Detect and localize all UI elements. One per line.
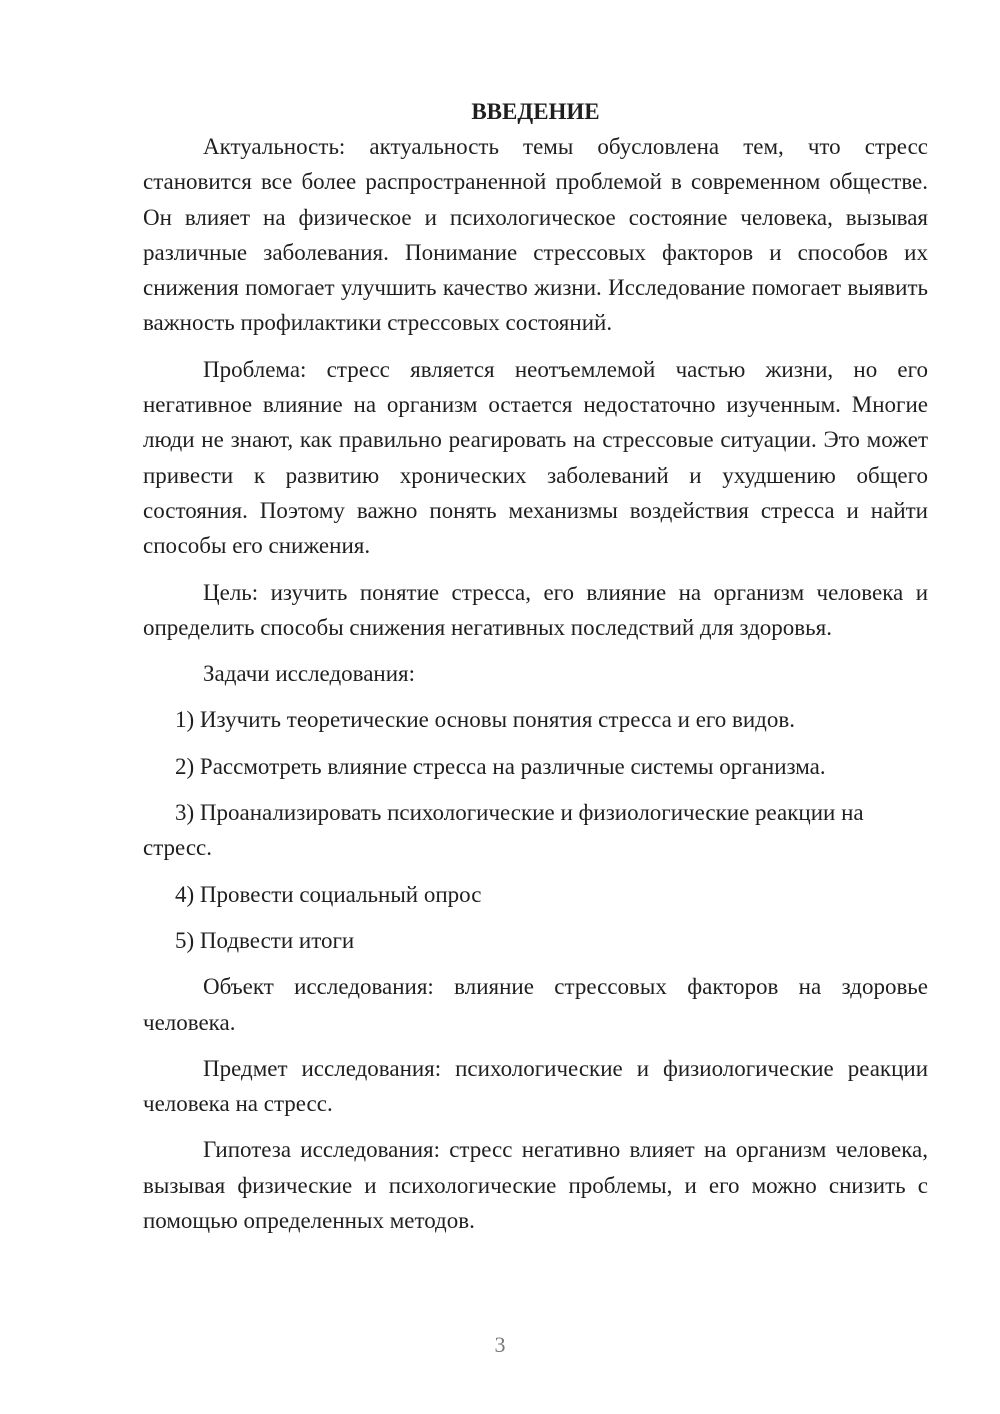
page-content [143, 94, 928, 1238]
task-item-2: 2) Рассмотреть влияние стресса на различные системы организма. [175, 753, 826, 779]
section-title: ВВЕДЕНИЕ [471, 99, 600, 124]
page-number: 3 [494, 1332, 506, 1357]
paragraph-relevance: Актуальность: актуальность темы обусловлена тем, что стресс становится все более распространенной проблемой в современном обществе. Он влияет на физическое и психологическое состояние человека, вызывая различные заболевания. Понимание стрессовых факторов и способов их снижения помогает улучшить качество жизни. Исследование помогает выявить важность профилактики стрессовых состояний. [143, 134, 928, 336]
task-item-5: 5) Подвести итоги [175, 927, 355, 953]
paragraph-subject: Предмет исследования: психологические и физиологические реакции человека на стресс. [143, 1055, 928, 1117]
tasks-heading: Задачи исследования: [203, 661, 416, 687]
paragraph-goal: Цель: изучить понятие стресса, его влияние на организм человека и определить способы снижения негативных последствий для здоровья. [143, 579, 928, 640]
paragraph-object: Объект исследования: влияние стрессовых факторов на здоровье человека. [143, 974, 928, 1035]
task-item-4: 4) Провести социальный опрос [175, 881, 482, 907]
paragraph-problem: Проблема: стресс является неотъемлемой частью жизни, но его негативное влияние на организм остается недостаточно изученным. Многие люди не знают, как правильно реагировать на стрессовые ситуации. Это может привести к развитию хронических заболеваний и ухудшению общего состояния. Поэтому важно понять механизмы воздействия стресса и найти способы его снижения. [143, 356, 928, 559]
task-item-1: 1) Изучить теоретические основы понятия стресса и его видов. [175, 707, 795, 733]
paragraph-hypothesis: Гипотеза исследования: стресс негативно влияет на организм человека, вызывая физические и психологические проблемы, и его можно снизить с помощью определенных методов. [143, 1137, 928, 1234]
task-item-3: 3) Проанализировать психологические и физиологические реакции на стресс. [143, 800, 864, 861]
